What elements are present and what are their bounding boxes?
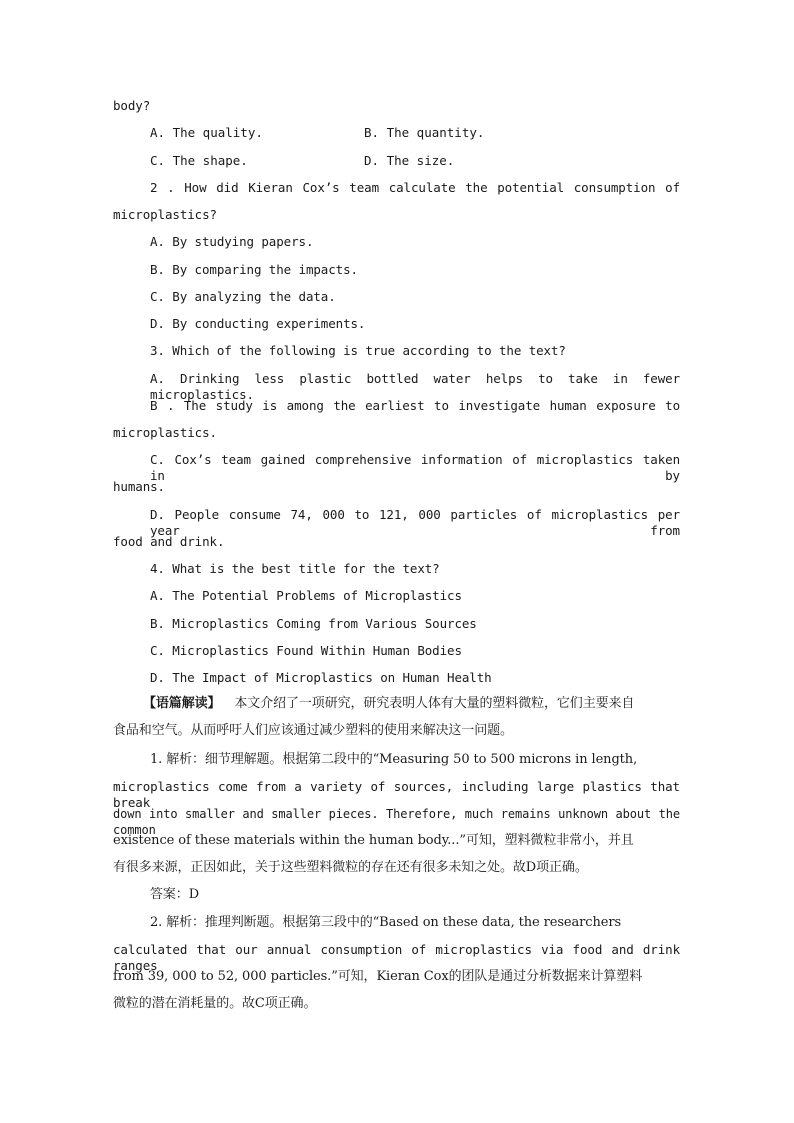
q4-stem: 4. What is the best title for the text?	[150, 561, 440, 576]
explanation-2: 2. 解析：推理判断题。根据第三段中的“Based on these data, the researchers	[150, 915, 622, 930]
q4-option-d: D. The Impact of Microplastics on Human Health	[150, 670, 492, 685]
q2-option-b: B. By comparing the impacts.	[150, 262, 358, 277]
q2-stem-cont: microplastics?	[113, 207, 217, 222]
q4-option-a: A. The Potential Problems of Microplastics	[150, 588, 462, 603]
q3-option-c-cont: humans.	[113, 479, 165, 494]
answer-1: 答案：D	[150, 887, 200, 902]
explanation-1-line4: existence of these materials within the human body...”可知，塑料微粒非常小，并且	[113, 833, 634, 848]
q3-option-c: C. Cox’s team gained comprehensive information of microplastics taken in by	[150, 452, 680, 483]
q3-option-d-cont: food and drink.	[113, 534, 225, 549]
q2-stem: 2 . How did Kieran Cox’s team calculate the potential consumption of	[150, 180, 680, 195]
reading-text: 本文介绍了一项研究，研究表明人体有大量的塑料微粒，它们主要来自	[234, 696, 635, 711]
q3-option-d: D. People consume 74, 000 to 121, 000 particles of microplastics per year from	[150, 507, 680, 538]
text-line: body?	[113, 98, 151, 113]
q3-option-a: A. Drinking less plastic bottled water helps to take in fewer microplastics.	[150, 371, 680, 402]
q3-option-b: B . The study is among the earliest to investigate human exposure to	[150, 398, 680, 413]
explanation-1: 1. 解析：细节理解题。根据第二段中的“Measuring 50 to 500 microns in length,	[150, 752, 638, 767]
explanation-2-line2: calculated that our annual consumption of microplastics via food and drink ranges	[113, 942, 680, 973]
explanation-2-line3: from 39, 000 to 52, 000 particles.”可知，Kieran Cox的团队是通过分析数据来计算塑料	[113, 969, 643, 984]
q3-option-b-cont: microplastics.	[113, 425, 217, 440]
q1-option-d: D. The size.	[364, 153, 455, 168]
reading-interpretation	[143, 696, 680, 712]
explanation-1-line5: 有很多来源，正因如此，关于这些塑料微粒的存在还有很多未知之处。故D项正确。	[113, 860, 588, 875]
reading-text-cont: 食品和空气。从而呼吁人们应该通过减少塑料的使用来解决这一问题。	[113, 723, 513, 738]
q1-option-a: A. The quality.	[150, 125, 263, 140]
q2-option-a: A. By studying papers.	[150, 234, 314, 249]
explanation-2-line4: 微粒的潜在消耗量的。故C项正确。	[113, 996, 317, 1011]
q4-option-c: C. Microplastics Found Within Human Bodies	[150, 643, 462, 658]
explanation-1-line3: down into smaller and smaller pieces. Therefore, much remains unknown about the common	[113, 807, 680, 837]
q2-option-d: D. By conducting experiments.	[150, 316, 366, 331]
q1-option-b: B. The quantity.	[364, 125, 485, 140]
q4-option-b: B. Microplastics Coming from Various Sources	[150, 616, 477, 631]
reading-label: 【语篇解读】	[143, 696, 221, 711]
explanation-1-line2: microplastics come from a variety of sources, including large plastics that break	[113, 779, 680, 810]
q2-option-c: C. By analyzing the data.	[150, 289, 336, 304]
q3-stem: 3. Which of the following is true according to the text?	[150, 343, 566, 358]
q1-option-c: C. The shape.	[150, 153, 248, 168]
